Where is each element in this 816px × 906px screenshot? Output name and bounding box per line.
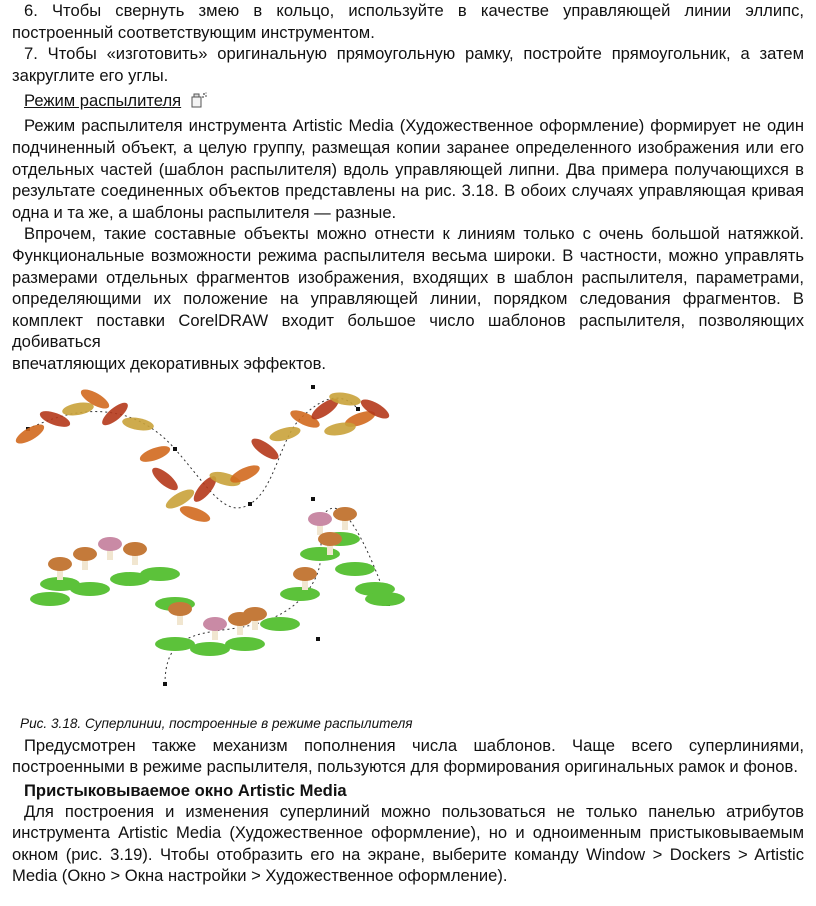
figure-illustration <box>0 379 816 715</box>
curve-node <box>311 497 315 501</box>
mushroom-cap <box>333 507 357 521</box>
grass-tuft <box>280 587 320 601</box>
paragraph-sprayer-options: Впрочем, такие составные объекты можно отнести к линиям только с очень большой натяжкой. Функциональные возможности режима распылителя весьма широки. В частности, можно управлять размерами отдельных фрагментов изображения, входящих в шаблон распылителя, параметрами, определяющими их положение на управляющей линии, порядком следования фрагментов. В комплект поставки CorelDRAW входит большое число шаблонов распылителя, позволяющих добиваться <box>12 224 804 352</box>
mushroom-cap <box>168 602 192 616</box>
curve-node <box>311 385 315 389</box>
curve-node <box>356 407 360 411</box>
paragraph-step-6: 6. Чтобы свернуть змею в кольцо, используйте в качестве управляющей линии эллипс, построенный соответствующим инструментом. <box>12 1 804 42</box>
grass-tuft <box>30 592 70 606</box>
paragraph-step-7: 7. Чтобы «изготовить» оригинальную прямоугольную рамку, постройте прямоугольник, а затем закруглите его углы. <box>12 44 804 85</box>
curve-node <box>316 637 320 641</box>
paragraph-templates: Предусмотрен также механизм пополнения числа шаблонов. Чаще всего суперлиниями, построенными в режиме распылителя, пользуются для формирования оригинальных рамок и фонов. <box>12 735 804 777</box>
figure-3-18 <box>12 379 804 715</box>
mushroom-cap <box>203 617 227 631</box>
mushroom-cap <box>73 547 97 561</box>
document-page <box>12 0 804 887</box>
paragraph-sprayer-intro: Режим распылителя инструмента Artistic Media (Художественное оформление) формирует не один подчиненный объект, а целую группу, размещая копии заранее определенного изображения или его отдельных частей (шаблон распылителя) вдоль управляющей липни. Два примера получающихся в результате соединенных объектов представлены на рис. 3.18. В обоих случаях управляющая кривая одна и та же, а шаблоны распылителя — разные. <box>12 116 804 222</box>
curve-node <box>163 682 167 686</box>
grass-tuft <box>365 592 405 606</box>
heading-sprayer-mode <box>24 90 804 115</box>
paragraph-docker: Для построения и изменения суперлиний можно пользоваться не только панелью атрибутов инструмента Artistic Media (Художественное оформление), но и одноименным пристыковываемым окном (рис. 3.19). Чтобы отобразить его на экране, выберите команду Window > Dockers > Artistic Media (Окно > Окна настройки > Художественное оформление). <box>12 801 804 886</box>
mushroom-cap <box>318 532 342 546</box>
paragraph-sprayer-options-end: впечатляющих декоративных эффектов. <box>12 353 327 373</box>
autumn-leaf <box>138 442 172 464</box>
mushroom-cap <box>123 542 147 556</box>
grass-tuft <box>155 637 195 651</box>
autumn-leaf <box>178 502 212 524</box>
mushroom-cap <box>98 537 122 551</box>
grass-tuft <box>260 617 300 631</box>
curve-node <box>173 447 177 451</box>
mushroom-cap <box>308 512 332 526</box>
autumn-leaf <box>13 420 47 446</box>
mushroom-cap <box>48 557 72 571</box>
heading-docker-window: Пристыковываемое окно Artistic Media <box>24 780 347 800</box>
grass-tuft <box>190 642 230 656</box>
grass-tuft <box>140 567 180 581</box>
mushroom-cap <box>293 567 317 581</box>
autumn-leaf <box>121 415 155 432</box>
grass-tuft <box>225 637 265 651</box>
autumn-leaf <box>149 464 181 494</box>
figure-caption: Рис. 3.18. Суперлинии, построенные в режиме распылителя <box>20 715 413 731</box>
autumn-leaf <box>268 424 302 444</box>
curve-node <box>248 502 252 506</box>
mushroom-cap <box>243 607 267 621</box>
heading-sprayer-text: Режим распылителя <box>24 91 182 111</box>
sprayer-tool-icon <box>190 91 208 115</box>
grass-tuft <box>300 547 340 561</box>
grass-tuft <box>335 562 375 576</box>
